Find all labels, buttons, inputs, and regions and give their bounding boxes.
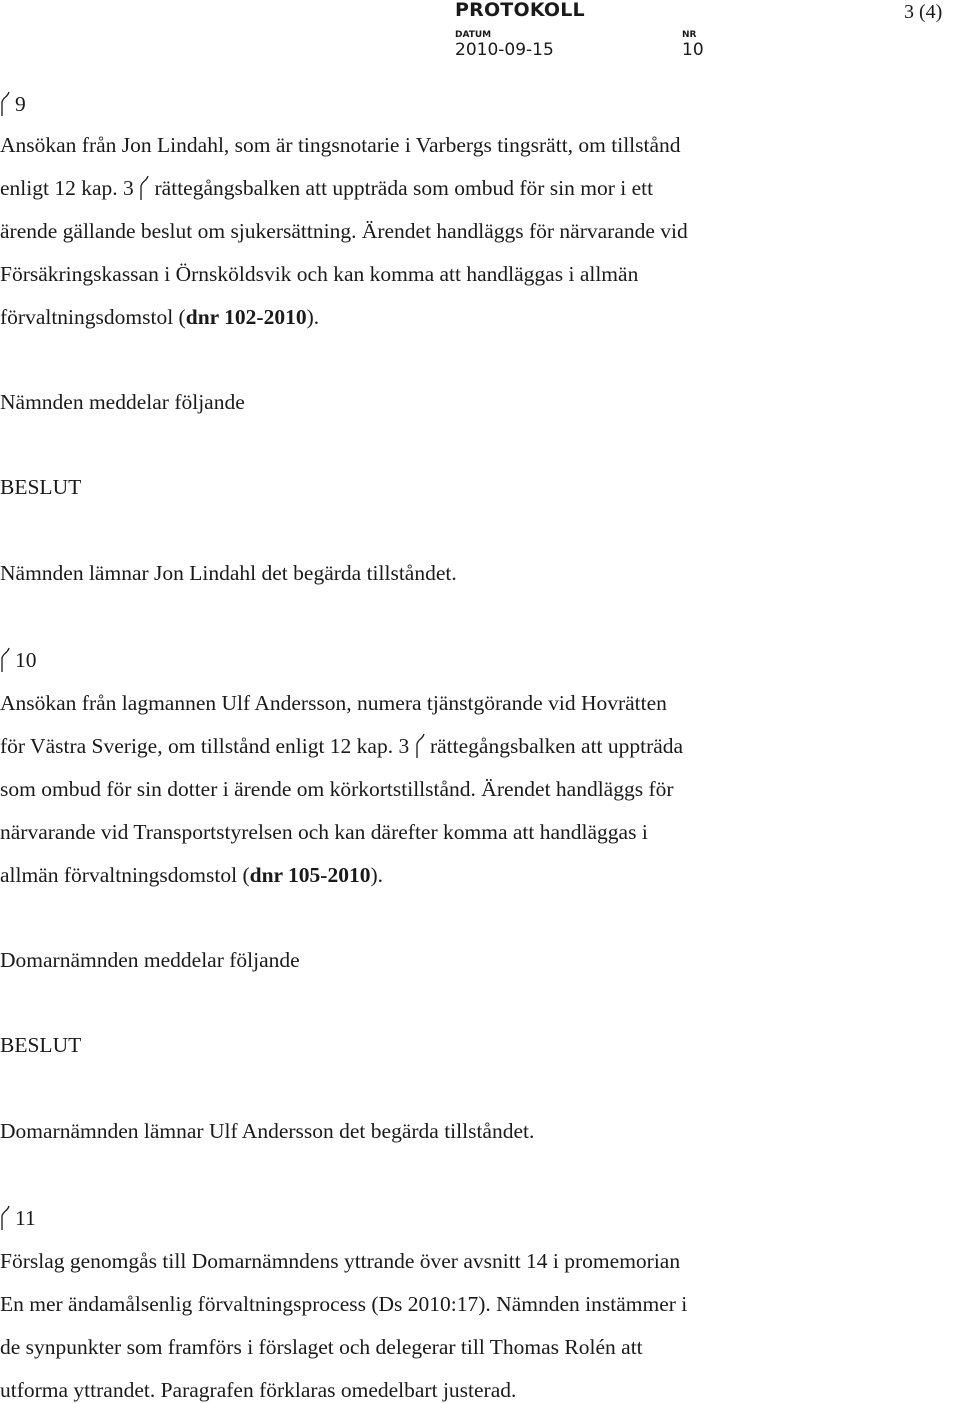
section-sign-icon bbox=[415, 734, 425, 758]
paragraph-line: närvarande vid Transportstyrelsen och kan därefter komma att handläggas i bbox=[0, 820, 648, 844]
decision-text: Nämnden lämnar Jon Lindahl det begärda tillståndet. bbox=[0, 561, 457, 585]
section-sign-icon bbox=[0, 1206, 15, 1230]
paragraph-line: de synpunkter som framförs i förslaget och delegerar till Thomas Rolén att bbox=[0, 1335, 643, 1359]
paragraph-line: allmän förvaltningsdomstol (dnr 105-2010). bbox=[0, 863, 384, 887]
paragraph-line: Ansökan från lagmannen Ulf Andersson, numera tjänstgörande vid Hovrätten bbox=[0, 691, 667, 715]
paragraph-line: för Västra Sverige, om tillstånd enligt 12 kap. 3 rättegångsbalken att uppträda bbox=[0, 734, 684, 758]
paragraph-line: Ansökan från Jon Lindahl, som är tingsnotarie i Varbergs tingsrätt, om tillstånd bbox=[0, 133, 681, 157]
paragraph-line: utforma yttrandet. Paragrafen förklaras omedelbart justerad. bbox=[0, 1378, 517, 1402]
section-number: 11 bbox=[15, 1206, 36, 1230]
paragraph-line: enligt 12 kap. 3 rättegångsbalken att uppträda som ombud för sin mor i ett bbox=[0, 176, 654, 200]
decision-text: Domarnämnden lämnar Ulf Andersson det begärda tillståndet. bbox=[0, 1119, 535, 1143]
decision-heading: BESLUT bbox=[0, 475, 82, 499]
paragraph-line: Försäkringskassan i Örnsköldsvik och kan komma att handläggas i allmän bbox=[0, 262, 639, 286]
paragraph-line: förvaltningsdomstol (dnr 102-2010). bbox=[0, 305, 320, 329]
case-number: dnr 102-2010 bbox=[185, 305, 307, 329]
section-heading-10 bbox=[0, 647, 37, 673]
paragraph-line: Förslag genomgås till Domarnämndens yttrande över avsnitt 14 i promemorian bbox=[0, 1249, 681, 1273]
section-number: 9 bbox=[15, 92, 26, 116]
decision-intro: Nämnden meddelar följande bbox=[0, 390, 245, 414]
decision-heading: BESLUT bbox=[0, 1033, 82, 1057]
nr-value: 10 bbox=[682, 40, 704, 60]
section-sign-icon bbox=[0, 92, 15, 116]
nr-label: NR bbox=[682, 30, 697, 40]
section-sign-icon bbox=[139, 176, 149, 200]
date-label: DATUM bbox=[455, 30, 492, 40]
case-number: dnr 105-2010 bbox=[249, 863, 371, 887]
page-number: 3 (4) bbox=[904, 1, 943, 23]
document-type-title: PROTOKOLL bbox=[455, 0, 585, 21]
section-sign-icon bbox=[0, 648, 15, 672]
section-heading-9 bbox=[0, 91, 26, 117]
section-number: 10 bbox=[15, 648, 37, 672]
section-heading-11 bbox=[0, 1205, 36, 1231]
date-value: 2010-09-15 bbox=[455, 40, 554, 60]
paragraph-line: En mer ändamålsenlig förvaltningsprocess (Ds 2010:17). Nämnden instämmer i bbox=[0, 1292, 688, 1316]
paragraph-line: ärende gällande beslut om sjukersättning. Ärendet handläggs för närvarande vid bbox=[0, 219, 688, 243]
paragraph-line: som ombud för sin dotter i ärende om körkortstillstånd. Ärendet handläggs för bbox=[0, 777, 674, 801]
decision-intro: Domarnämnden meddelar följande bbox=[0, 948, 300, 972]
